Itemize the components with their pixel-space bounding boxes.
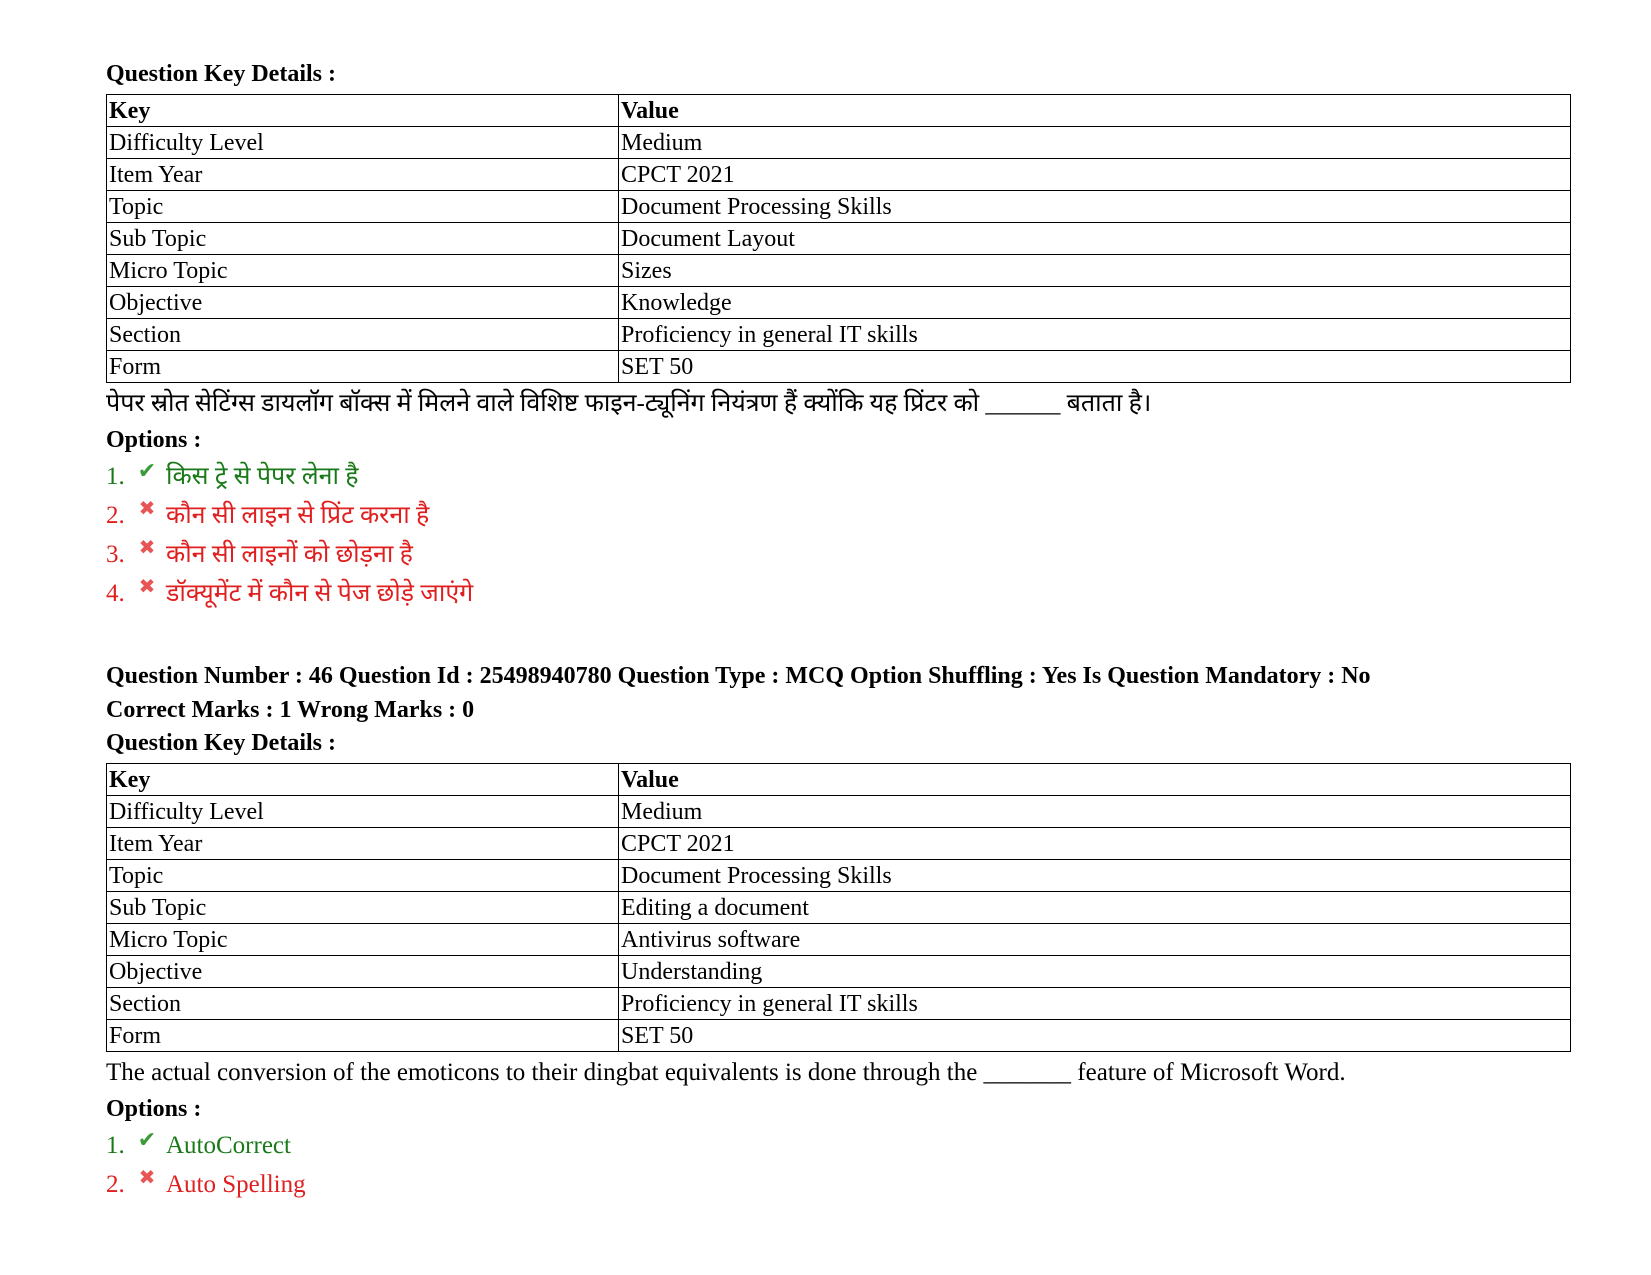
value-cell: Medium xyxy=(619,127,1571,159)
option-number: 3. xyxy=(106,541,125,568)
key-cell: Sub Topic xyxy=(107,223,619,255)
option-text: किस ट्रे से पेपर लेना है xyxy=(166,463,359,490)
option-number: 1. xyxy=(106,463,125,490)
check-icon: ✔ xyxy=(137,458,157,483)
key-cell: Objective xyxy=(107,287,619,319)
key-cell: Sub Topic xyxy=(107,892,619,924)
option-number: 2. xyxy=(106,1171,125,1198)
table-row xyxy=(107,159,1571,191)
key-details-table xyxy=(106,94,1571,383)
option-item xyxy=(106,457,1576,496)
option-number: 4. xyxy=(106,580,125,607)
table-row xyxy=(107,255,1571,287)
table-row xyxy=(107,860,1571,892)
key-cell: Section xyxy=(107,319,619,351)
key-cell: Item Year xyxy=(107,159,619,191)
option-text: कौन सी लाइनों को छोड़ना है xyxy=(166,541,413,568)
cross-icon: ✖ xyxy=(138,1167,156,1189)
section-gap xyxy=(106,613,1576,659)
value-cell: Sizes xyxy=(619,255,1571,287)
option-text: डॉक्यूमेंट में कौन से पेज छोड़े जाएंगे xyxy=(166,580,474,607)
table-row xyxy=(107,828,1571,860)
table-row xyxy=(107,1020,1571,1052)
table-row xyxy=(107,796,1571,828)
key-cell: Objective xyxy=(107,956,619,988)
key-cell: Section xyxy=(107,988,619,1020)
table-row xyxy=(107,191,1571,223)
table-header-row xyxy=(107,95,1571,127)
value-cell: Understanding xyxy=(619,956,1571,988)
question-meta: Question Number : 46 Question Id : 25498940780 Question Type : MCQ Option Shuffling : Yes Is Question Mandatory : No xyxy=(106,663,1371,689)
key-details-title: Question Key Details : xyxy=(106,61,336,87)
cross-icon: ✖ xyxy=(138,537,156,559)
value-cell: Document Processing Skills xyxy=(619,860,1571,892)
options-list xyxy=(106,457,1576,613)
value-cell: Document Processing Skills xyxy=(619,191,1571,223)
option-item xyxy=(106,496,1576,535)
table-row xyxy=(107,988,1571,1020)
question-text: पेपर स्रोत सेटिंग्स डायलॉग बॉक्स में मिलने वाले विशिष्ट फाइन-ट्यूनिंग नियंत्रण हैं क्योंकि यह प्रिंटर को ______ बताता है। xyxy=(106,390,1152,417)
value-cell: SET 50 xyxy=(619,351,1571,383)
key-cell: Form xyxy=(107,351,619,383)
table-row xyxy=(107,956,1571,988)
key-cell: Micro Topic xyxy=(107,924,619,956)
option-item xyxy=(106,535,1576,574)
question-text: The actual conversion of the emoticons to their dingbat equivalents is done through the _______ feature of Microsoft Word. xyxy=(106,1059,1346,1086)
key-cell: Topic xyxy=(107,860,619,892)
option-text: AutoCorrect xyxy=(166,1132,291,1159)
header-value: Value xyxy=(619,764,1571,796)
option-text: Auto Spelling xyxy=(166,1171,306,1198)
option-item xyxy=(106,1126,1576,1165)
value-cell: Medium xyxy=(619,796,1571,828)
key-cell: Difficulty Level xyxy=(107,127,619,159)
value-cell: Document Layout xyxy=(619,223,1571,255)
options-label: Options : xyxy=(106,1096,202,1122)
cross-icon: ✖ xyxy=(138,498,156,520)
header-key: Key xyxy=(107,95,619,127)
header-value: Value xyxy=(619,95,1571,127)
table-row xyxy=(107,287,1571,319)
key-details-title: Question Key Details : xyxy=(106,730,336,756)
table-row xyxy=(107,892,1571,924)
table-row xyxy=(107,319,1571,351)
option-number: 2. xyxy=(106,502,125,529)
value-cell: Proficiency in general IT skills xyxy=(619,988,1571,1020)
value-cell: Antivirus software xyxy=(619,924,1571,956)
options-list xyxy=(106,1126,1576,1204)
value-cell: CPCT 2021 xyxy=(619,828,1571,860)
key-cell: Form xyxy=(107,1020,619,1052)
value-cell: Knowledge xyxy=(619,287,1571,319)
option-text: कौन सी लाइन से प्रिंट करना है xyxy=(166,502,430,529)
key-cell: Topic xyxy=(107,191,619,223)
question-46 xyxy=(106,659,1576,1204)
question-45 xyxy=(106,58,1576,613)
marks-meta: Correct Marks : 1 Wrong Marks : 0 xyxy=(106,697,475,723)
key-cell: Item Year xyxy=(107,828,619,860)
key-cell: Difficulty Level xyxy=(107,796,619,828)
check-icon: ✔ xyxy=(137,1127,157,1152)
header-key: Key xyxy=(107,764,619,796)
option-item xyxy=(106,1165,1576,1204)
value-cell: Proficiency in general IT skills xyxy=(619,319,1571,351)
option-item xyxy=(106,574,1576,613)
table-row xyxy=(107,127,1571,159)
table-row xyxy=(107,351,1571,383)
key-cell: Micro Topic xyxy=(107,255,619,287)
question-sheet xyxy=(106,58,1576,1204)
option-number: 1. xyxy=(106,1132,125,1159)
options-label: Options : xyxy=(106,427,202,453)
table-row xyxy=(107,223,1571,255)
value-cell: Editing a document xyxy=(619,892,1571,924)
key-details-table xyxy=(106,763,1571,1052)
value-cell: SET 50 xyxy=(619,1020,1571,1052)
table-header-row xyxy=(107,764,1571,796)
value-cell: CPCT 2021 xyxy=(619,159,1571,191)
table-row xyxy=(107,924,1571,956)
cross-icon: ✖ xyxy=(138,576,156,598)
